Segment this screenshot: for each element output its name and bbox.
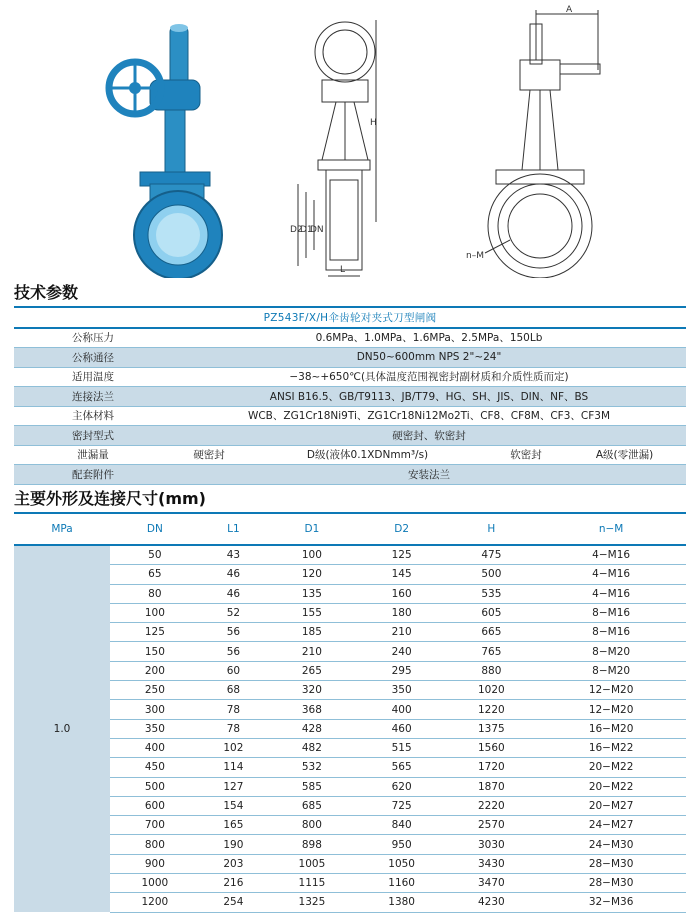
cell-d1: 120 <box>267 565 357 584</box>
cell-nm: 16−M22 <box>536 738 686 757</box>
cell-mpa: 1.0 <box>14 545 110 912</box>
dimensions-table <box>14 512 686 913</box>
cell-d1: 368 <box>267 700 357 719</box>
col-header-d1: D1 <box>267 513 357 545</box>
table-row <box>14 758 686 777</box>
spec-label: 公称通径 <box>14 348 172 368</box>
cell-h: 475 <box>447 545 537 565</box>
cell-nm: 28−M30 <box>536 854 686 873</box>
spec-label: 适用温度 <box>14 367 172 387</box>
cell-d1: 135 <box>267 584 357 603</box>
dim-label-d1: D1 <box>300 225 313 235</box>
cell-dn: 450 <box>110 758 200 777</box>
cell-l1: 127 <box>200 777 267 796</box>
cell-dn: 500 <box>110 777 200 796</box>
cell-d2: 515 <box>357 738 447 757</box>
cell-dn: 700 <box>110 816 200 835</box>
cell-dn: 150 <box>110 642 200 661</box>
cell-h: 1375 <box>447 719 537 738</box>
cell-dn: 65 <box>110 565 200 584</box>
tech-params-table <box>14 306 686 485</box>
col-header-dn: DN <box>110 513 200 545</box>
cell-d2: 840 <box>357 816 447 835</box>
cell-h: 500 <box>447 565 537 584</box>
table-row <box>14 545 686 565</box>
cell-h: 880 <box>447 661 537 680</box>
cell-h: 1020 <box>447 681 537 700</box>
cell-l1: 114 <box>200 758 267 777</box>
col-header-h: H <box>447 513 537 545</box>
cell-l1: 46 <box>200 584 267 603</box>
cell-l1: 165 <box>200 816 267 835</box>
cell-dn: 100 <box>110 603 200 622</box>
section-title-tech-params: 技术参数 <box>14 283 79 302</box>
leak-soft-value: A级(零泄漏) <box>563 445 686 465</box>
cell-d1: 482 <box>267 738 357 757</box>
cell-d2: 565 <box>357 758 447 777</box>
col-header-nm: n−M <box>536 513 686 545</box>
table-row <box>14 681 686 700</box>
cell-d1: 428 <box>267 719 357 738</box>
cell-h: 4230 <box>447 893 537 912</box>
section-title-dimensions: 主要外形及连接尺寸(mm) <box>14 489 206 508</box>
cell-d2: 1050 <box>357 854 447 873</box>
table-row <box>14 874 686 893</box>
cell-l1: 78 <box>200 719 267 738</box>
cell-dn: 1000 <box>110 874 200 893</box>
table-row <box>14 796 686 815</box>
cell-dn: 600 <box>110 796 200 815</box>
spec-value: WCB、ZG1Cr18Ni9Ti、ZG1Cr18Ni12Mo2Ti、CF8、CF8M、CF3、CF3M <box>172 406 686 426</box>
cell-d1: 185 <box>267 623 357 642</box>
cell-dn: 400 <box>110 738 200 757</box>
cell-nm: 24−M30 <box>536 835 686 854</box>
spec-label: 连接法兰 <box>14 387 172 407</box>
cell-d1: 100 <box>267 545 357 565</box>
cell-d1: 155 <box>267 603 357 622</box>
cell-h: 1560 <box>447 738 537 757</box>
table-row <box>14 835 686 854</box>
table-header-row <box>14 513 686 545</box>
cell-h: 1720 <box>447 758 537 777</box>
cell-d1: 685 <box>267 796 357 815</box>
table-row <box>14 816 686 835</box>
table-row <box>14 854 686 873</box>
cell-nm: 28−M30 <box>536 874 686 893</box>
cell-l1: 190 <box>200 835 267 854</box>
table-row <box>14 623 686 642</box>
cell-h: 3430 <box>447 854 537 873</box>
table-row <box>14 700 686 719</box>
cell-d1: 1115 <box>267 874 357 893</box>
table-row <box>14 777 686 796</box>
table-row <box>14 584 686 603</box>
cell-l1: 68 <box>200 681 267 700</box>
cell-d2: 1380 <box>357 893 447 912</box>
cell-nm: 4−M16 <box>536 545 686 565</box>
cell-d2: 460 <box>357 719 447 738</box>
table-row <box>14 348 686 368</box>
cell-d1: 210 <box>267 642 357 661</box>
cell-l1: 203 <box>200 854 267 873</box>
table-row <box>14 738 686 757</box>
cell-nm: 8−M20 <box>536 642 686 661</box>
col-header-l1: L1 <box>200 513 267 545</box>
cell-d1: 898 <box>267 835 357 854</box>
cell-l1: 60 <box>200 661 267 680</box>
spec-value: −38~+650℃(具体温度范围视密封副材质和介质性质而定) <box>172 367 686 387</box>
cell-nm: 16−M20 <box>536 719 686 738</box>
cell-l1: 46 <box>200 565 267 584</box>
cell-h: 665 <box>447 623 537 642</box>
cell-d2: 160 <box>357 584 447 603</box>
cell-d2: 400 <box>357 700 447 719</box>
table-row <box>14 565 686 584</box>
cell-l1: 43 <box>200 545 267 565</box>
cell-dn: 350 <box>110 719 200 738</box>
table-row <box>14 719 686 738</box>
table-row <box>14 603 686 622</box>
cell-dn: 300 <box>110 700 200 719</box>
cell-h: 765 <box>447 642 537 661</box>
cell-nm: 20−M22 <box>536 758 686 777</box>
product-drawings <box>0 0 700 278</box>
cell-d2: 950 <box>357 835 447 854</box>
cell-d2: 725 <box>357 796 447 815</box>
cell-l1: 52 <box>200 603 267 622</box>
cell-h: 535 <box>447 584 537 603</box>
dim-label-dn: DN <box>310 225 324 235</box>
cell-nm: 32−M36 <box>536 893 686 912</box>
cell-l1: 154 <box>200 796 267 815</box>
cell-nm: 24−M27 <box>536 816 686 835</box>
cell-dn: 125 <box>110 623 200 642</box>
cell-l1: 102 <box>200 738 267 757</box>
col-header-d2: D2 <box>357 513 447 545</box>
leak-soft-label: 软密封 <box>489 445 563 465</box>
cell-l1: 216 <box>200 874 267 893</box>
cell-nm: 8−M16 <box>536 623 686 642</box>
table-row <box>14 426 686 446</box>
cell-d2: 240 <box>357 642 447 661</box>
cell-h: 2570 <box>447 816 537 835</box>
cell-nm: 8−M16 <box>536 603 686 622</box>
spec-value: 0.6MPa、1.0MPa、1.6MPa、2.5MPa、150Lb <box>172 328 686 348</box>
leak-hard-value: D级(液体0.1XDNmm³/s) <box>246 445 489 465</box>
cell-nm: 4−M16 <box>536 584 686 603</box>
spec-label: 配套附件 <box>14 465 172 485</box>
cell-nm: 20−M27 <box>536 796 686 815</box>
cell-dn: 800 <box>110 835 200 854</box>
cell-d2: 145 <box>357 565 447 584</box>
valve-side-section <box>298 20 376 276</box>
cell-d1: 585 <box>267 777 357 796</box>
spec-table-title: PZ543F/X/H伞齿轮对夹式刀型闸阀 <box>14 307 686 328</box>
cell-dn: 250 <box>110 681 200 700</box>
dim-label-l: L <box>340 265 346 275</box>
spec-value: 安装法兰 <box>172 465 686 485</box>
spec-label: 主体材料 <box>14 406 172 426</box>
table-row <box>14 367 686 387</box>
spec-label: 公称压力 <box>14 328 172 348</box>
cell-dn: 80 <box>110 584 200 603</box>
cell-d2: 180 <box>357 603 447 622</box>
cell-d2: 125 <box>357 545 447 565</box>
dim-label-a: A <box>566 5 573 15</box>
table-row <box>14 445 686 465</box>
spec-value: DN50~600mm NPS 2"~24" <box>172 348 686 368</box>
cell-d2: 350 <box>357 681 447 700</box>
table-row <box>14 893 686 912</box>
spec-label: 泄漏量 <box>14 445 172 465</box>
cell-h: 1220 <box>447 700 537 719</box>
leak-hard-label: 硬密封 <box>172 445 246 465</box>
cell-nm: 12−M20 <box>536 700 686 719</box>
dim-label-d2: D2 <box>290 225 303 235</box>
cell-d2: 620 <box>357 777 447 796</box>
table-row <box>14 328 686 348</box>
table-row <box>14 661 686 680</box>
table-row <box>14 406 686 426</box>
cell-nm: 12−M20 <box>536 681 686 700</box>
spec-value: 硬密封、软密封 <box>172 426 686 446</box>
dim-label-nm: n–M <box>466 251 484 261</box>
cell-d1: 1325 <box>267 893 357 912</box>
cell-dn: 1200 <box>110 893 200 912</box>
cell-d1: 532 <box>267 758 357 777</box>
cell-d1: 1005 <box>267 854 357 873</box>
cell-dn: 900 <box>110 854 200 873</box>
cell-l1: 56 <box>200 642 267 661</box>
valve-3d-illustration <box>109 24 222 278</box>
dim-label-h: H <box>370 118 377 128</box>
cell-d2: 1160 <box>357 874 447 893</box>
cell-h: 3470 <box>447 874 537 893</box>
cell-d1: 800 <box>267 816 357 835</box>
cell-dn: 200 <box>110 661 200 680</box>
spec-value: ANSI B16.5、GB/T9113、JB/T79、HG、SH、JIS、DIN、NF、BS <box>172 387 686 407</box>
cell-d1: 320 <box>267 681 357 700</box>
cell-h: 605 <box>447 603 537 622</box>
cell-nm: 20−M22 <box>536 777 686 796</box>
cell-l1: 78 <box>200 700 267 719</box>
cell-d1: 265 <box>267 661 357 680</box>
cell-h: 1870 <box>447 777 537 796</box>
cell-h: 3030 <box>447 835 537 854</box>
cell-l1: 254 <box>200 893 267 912</box>
cell-nm: 4−M16 <box>536 565 686 584</box>
table-row <box>14 387 686 407</box>
cell-dn: 50 <box>110 545 200 565</box>
cell-l1: 56 <box>200 623 267 642</box>
col-header-mpa: MPa <box>14 513 110 545</box>
cell-d2: 210 <box>357 623 447 642</box>
cell-h: 2220 <box>447 796 537 815</box>
cell-nm: 8−M20 <box>536 661 686 680</box>
cell-d2: 295 <box>357 661 447 680</box>
valve-front-view <box>485 10 600 278</box>
spec-label: 密封型式 <box>14 426 172 446</box>
table-row <box>14 642 686 661</box>
table-row <box>14 465 686 485</box>
